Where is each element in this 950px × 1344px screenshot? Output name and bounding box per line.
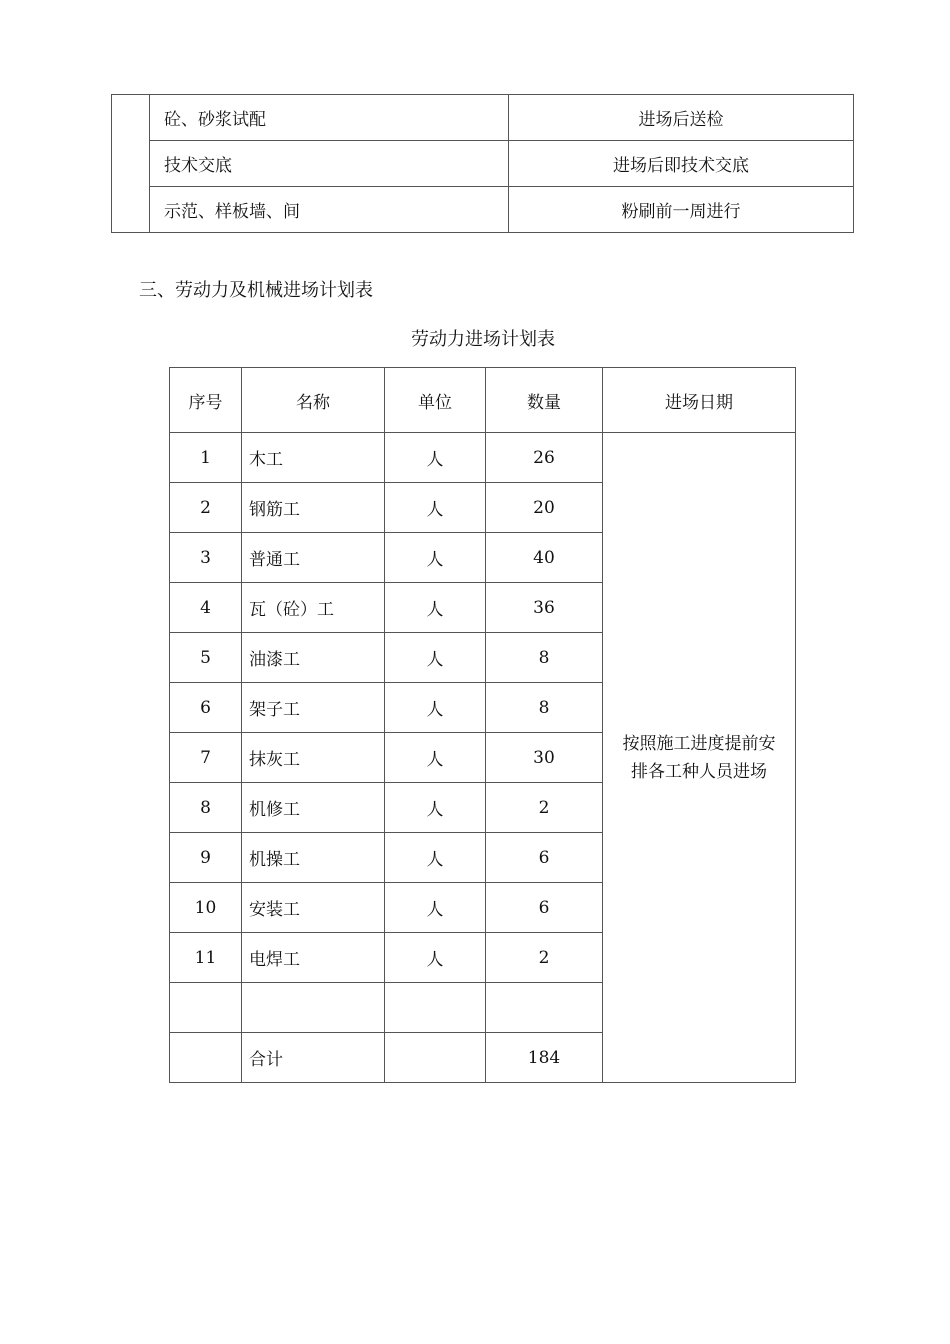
row-no: 4 [170,583,242,633]
row-no: 2 [170,483,242,533]
header-entry-date: 进场日期 [603,368,796,433]
row-name: 安装工 [242,883,385,933]
row-no: 6 [170,683,242,733]
time-cell: 进场后送检 [509,95,854,141]
entry-note-line: 排各工种人员进场 [631,761,767,782]
row-unit: 人 [385,933,486,983]
header-unit: 单位 [385,368,486,433]
item-cell: 示范、样板墙、间 [150,187,509,233]
header-row [170,368,796,433]
row-no: 9 [170,833,242,883]
header-name: 名称 [242,368,385,433]
empty-cell [170,983,242,1033]
row-unit: 人 [385,833,486,883]
item-cell: 砼、砂浆试配 [150,95,509,141]
header-qty: 数量 [486,368,603,433]
row-no: 7 [170,733,242,783]
row-qty: 40 [486,533,603,583]
item-cell: 技术交底 [150,141,509,187]
row-no: 11 [170,933,242,983]
row-name: 木工 [242,433,385,483]
section-heading: 三、劳动力及机械进场计划表 [139,280,373,301]
empty-cell [385,983,486,1033]
time-cell: 粉刷前一周进行 [509,187,854,233]
row-unit: 人 [385,533,486,583]
row-unit: 人 [385,733,486,783]
row-no: 5 [170,633,242,683]
row-unit: 人 [385,683,486,733]
row-qty: 8 [486,633,603,683]
row-name: 机操工 [242,833,385,883]
row-no: 1 [170,433,242,483]
row-unit: 人 [385,483,486,533]
row-qty: 2 [486,783,603,833]
table-row [112,141,854,187]
row-qty: 2 [486,933,603,983]
row-qty: 36 [486,583,603,633]
blank-cell [112,95,150,233]
entry-date-note [603,433,796,1083]
row-qty: 26 [486,433,603,483]
row-qty: 30 [486,733,603,783]
row-name: 钢筋工 [242,483,385,533]
row-qty: 20 [486,483,603,533]
row-qty: 6 [486,883,603,933]
row-name: 机修工 [242,783,385,833]
total-qty: 184 [486,1033,603,1083]
table-row [170,433,796,483]
row-name: 抹灰工 [242,733,385,783]
row-name: 架子工 [242,683,385,733]
row-qty: 6 [486,833,603,883]
time-cell: 进场后即技术交底 [509,141,854,187]
preparation-table [111,94,854,233]
row-unit: 人 [385,433,486,483]
row-unit: 人 [385,633,486,683]
row-no: 10 [170,883,242,933]
entry-note-line: 按照施工进度提前安 [622,733,776,754]
labor-plan-table [169,367,796,1083]
empty-cell [385,1033,486,1083]
row-qty: 8 [486,683,603,733]
row-unit: 人 [385,583,486,633]
row-name: 普通工 [242,533,385,583]
total-label: 合计 [242,1033,385,1083]
row-no: 8 [170,783,242,833]
row-name: 电焊工 [242,933,385,983]
empty-cell [242,983,385,1033]
row-no: 3 [170,533,242,583]
header-no: 序号 [170,368,242,433]
table-caption: 劳动力进场计划表 [411,329,555,350]
row-unit: 人 [385,883,486,933]
table-row [112,95,854,141]
row-name: 油漆工 [242,633,385,683]
table-row [112,187,854,233]
row-name: 瓦（砼）工 [242,583,385,633]
empty-cell [170,1033,242,1083]
empty-cell [486,983,603,1033]
row-unit: 人 [385,783,486,833]
